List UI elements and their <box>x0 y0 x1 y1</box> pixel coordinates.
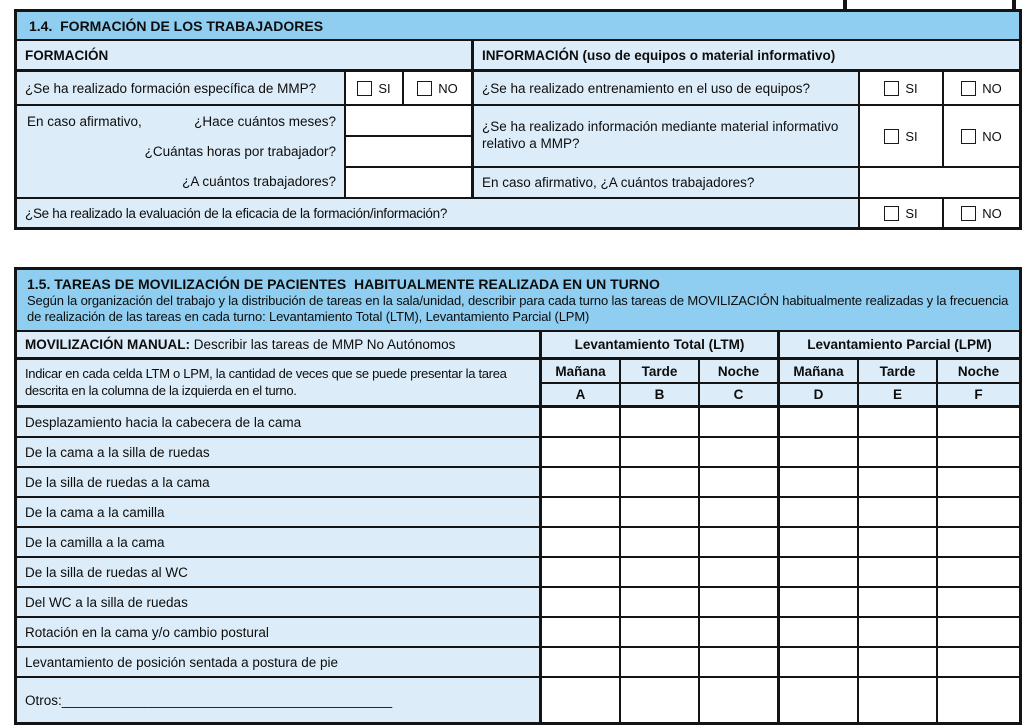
count-cell[interactable] <box>938 678 1019 722</box>
question-formacion-especifica: ¿Se ha realizado formación específica de MMP? <box>17 72 346 106</box>
count-cell[interactable] <box>938 528 1019 558</box>
question-evaluacion-eficacia: ¿Se ha realizado la evaluación de la eficacia de la formación/información? <box>17 199 860 227</box>
count-cell[interactable] <box>780 468 859 498</box>
count-cell[interactable] <box>542 678 621 722</box>
checkbox-icon[interactable] <box>884 129 899 144</box>
count-cell[interactable] <box>621 498 700 528</box>
question-material-informativo: ¿Se ha realizado información mediante material informativo relativo a MMP? <box>474 106 860 168</box>
informacion-column-header: INFORMACIÓN (uso de equipos o material informativo) <box>474 41 1019 72</box>
trabajadores-informacion-input[interactable] <box>860 168 1019 199</box>
section-1-5-header <box>17 270 1019 332</box>
count-cell[interactable] <box>700 528 780 558</box>
cell-instruction-text: Indicar en cada celda LTM o LPM, la cantidad de veces que se puede presentar la tarea descrita en la columna de la izquierda en el turno. <box>17 360 542 408</box>
count-cell[interactable] <box>780 528 859 558</box>
count-cell[interactable] <box>780 588 859 618</box>
task-label: De la camilla a la cama <box>17 528 542 558</box>
checkbox-icon[interactable] <box>417 81 432 96</box>
section-1-5-table <box>14 267 1022 725</box>
checkbox-icon[interactable] <box>884 206 899 221</box>
count-cell[interactable] <box>859 678 938 722</box>
count-cell[interactable] <box>700 648 780 678</box>
si-label: SI <box>378 80 391 96</box>
count-cell[interactable] <box>780 558 859 588</box>
checkbox-icon[interactable] <box>961 206 976 221</box>
count-cell[interactable] <box>859 618 938 648</box>
section-1-5-description: Según la organización del trabajo y la distribución de tareas en la sala/unidad, describir para cada turno las tareas de MOVILIZACIÓN habitualmente realizadas y la frecuencia de realización de las tareas en cada turno: Levantamiento Total (LTM), Levantamiento Parcial (LPM) <box>27 293 1009 324</box>
count-cell[interactable] <box>859 438 938 468</box>
shift-header-manana-lpm: Mañana <box>780 360 859 384</box>
question-afirmativo-cuantos: En caso afirmativo, ¿A cuántos trabajadores? <box>474 168 860 199</box>
task-label-otros: Otros:____________________________________________ <box>17 678 542 722</box>
count-cell[interactable] <box>700 438 780 468</box>
task-label: De la silla de ruedas al WC <box>17 558 542 588</box>
count-cell[interactable] <box>621 678 700 722</box>
formacion-si-checkbox-cell[interactable] <box>346 72 404 106</box>
cropped-table-remnant <box>1012 0 1016 9</box>
count-cell[interactable] <box>859 498 938 528</box>
task-label: Desplazamiento hacia la cabecera de la cama <box>17 408 542 438</box>
column-letter-b: B <box>621 384 700 408</box>
count-cell[interactable] <box>621 408 700 438</box>
count-cell[interactable] <box>938 558 1019 588</box>
material-si-checkbox-cell[interactable] <box>860 106 944 168</box>
count-cell[interactable] <box>938 408 1019 438</box>
movilizacion-manual-header <box>17 332 542 360</box>
count-cell[interactable] <box>859 528 938 558</box>
count-cell[interactable] <box>542 408 621 438</box>
count-cell[interactable] <box>621 438 700 468</box>
section-1-5-title: 1.5. TAREAS DE MOVILIZACIÓN DE PACIENTES HABITUALMENTE REALIZADA EN UN TURNO <box>27 276 660 293</box>
count-cell[interactable] <box>700 408 780 438</box>
lpm-group-header: Levantamiento Parcial (LPM) <box>780 332 1019 360</box>
count-cell[interactable] <box>542 648 621 678</box>
count-cell[interactable] <box>700 678 780 722</box>
question-a-cuantos-trabajadores: ¿A cuántos trabajadores? <box>182 174 336 190</box>
no-label: NO <box>982 205 1002 221</box>
column-letter-e: E <box>859 384 938 408</box>
checkbox-icon[interactable] <box>961 129 976 144</box>
count-cell[interactable] <box>780 438 859 468</box>
task-label: De la cama a la camilla <box>17 498 542 528</box>
count-cell[interactable] <box>780 408 859 438</box>
entrenamiento-no-checkbox-cell[interactable] <box>944 72 1019 106</box>
count-cell[interactable] <box>621 468 700 498</box>
checkbox-icon[interactable] <box>961 81 976 96</box>
question-cuantas-horas: ¿Cuántas horas por trabajador? <box>144 143 336 159</box>
shift-header-noche-lpm: Noche <box>938 360 1019 384</box>
shift-header-tarde-lpm: Tarde <box>859 360 938 384</box>
column-letter-d: D <box>780 384 859 408</box>
question-hace-cuantos-meses: ¿Hace cuántos meses? <box>194 113 336 129</box>
count-cell[interactable] <box>542 528 621 558</box>
count-cell[interactable] <box>938 618 1019 648</box>
count-cell[interactable] <box>938 438 1019 468</box>
count-cell[interactable] <box>938 468 1019 498</box>
count-cell[interactable] <box>859 588 938 618</box>
no-label: NO <box>982 80 1002 96</box>
movilizacion-manual-subtext: Describir las tareas de MMP No Autónomos <box>189 337 456 352</box>
count-cell[interactable] <box>780 618 859 648</box>
shift-header-manana-ltm: Mañana <box>542 360 621 384</box>
section-1-4-title: 1.4. FORMACIÓN DE LOS TRABAJADORES <box>17 12 1019 41</box>
column-letter-a: A <box>542 384 621 408</box>
task-label: De la cama a la silla de ruedas <box>17 438 542 468</box>
si-label: SI <box>905 128 918 144</box>
count-cell[interactable] <box>621 648 700 678</box>
checkbox-icon[interactable] <box>884 81 899 96</box>
count-cell[interactable] <box>700 498 780 528</box>
count-cell[interactable] <box>938 498 1019 528</box>
count-cell[interactable] <box>621 528 700 558</box>
count-cell[interactable] <box>938 588 1019 618</box>
cropped-table-remnant <box>843 0 847 9</box>
count-cell[interactable] <box>780 648 859 678</box>
shift-header-tarde-ltm: Tarde <box>621 360 700 384</box>
section-1-4-table <box>14 9 1022 230</box>
count-cell[interactable] <box>859 468 938 498</box>
task-label: Rotación en la cama y/o cambio postural <box>17 618 542 648</box>
shift-header-noche-ltm: Noche <box>700 360 780 384</box>
count-cell[interactable] <box>621 588 700 618</box>
movilizacion-manual-label: MOVILIZACIÓN MANUAL: <box>25 337 190 352</box>
meses-input[interactable] <box>346 106 474 137</box>
evaluacion-no-checkbox-cell[interactable] <box>944 199 1019 227</box>
count-cell[interactable] <box>780 498 859 528</box>
affirmative-questions-block <box>17 106 346 199</box>
count-cell[interactable] <box>938 648 1019 678</box>
formacion-column-header: FORMACIÓN <box>17 41 474 72</box>
count-cell[interactable] <box>542 438 621 468</box>
column-letter-f: F <box>938 384 1019 408</box>
si-label: SI <box>905 205 918 221</box>
count-cell[interactable] <box>700 468 780 498</box>
count-cell[interactable] <box>859 648 938 678</box>
task-label: Del WC a la silla de ruedas <box>17 588 542 618</box>
formacion-no-checkbox-cell[interactable] <box>404 72 474 106</box>
count-cell[interactable] <box>542 588 621 618</box>
task-label: De la silla de ruedas a la cama <box>17 468 542 498</box>
count-cell[interactable] <box>542 618 621 648</box>
count-cell[interactable] <box>859 408 938 438</box>
no-label: NO <box>438 80 458 96</box>
trabajadores-input[interactable] <box>346 168 474 199</box>
count-cell[interactable] <box>780 678 859 722</box>
count-cell[interactable] <box>700 558 780 588</box>
question-entrenamiento-equipos: ¿Se ha realizado entrenamiento en el uso de equipos? <box>474 72 860 106</box>
ltm-group-header: Levantamiento Total (LTM) <box>542 332 780 360</box>
checkbox-icon[interactable] <box>357 81 372 96</box>
en-caso-afirmativo-label: En caso afirmativo, <box>27 113 142 129</box>
si-label: SI <box>905 80 918 96</box>
count-cell[interactable] <box>700 588 780 618</box>
count-cell[interactable] <box>700 618 780 648</box>
no-label: NO <box>982 128 1002 144</box>
horas-por-trabajador-input[interactable] <box>346 137 474 168</box>
count-cell[interactable] <box>542 558 621 588</box>
task-label: Levantamiento de posición sentada a postura de pie <box>17 648 542 678</box>
material-no-checkbox-cell[interactable] <box>944 106 1019 168</box>
evaluacion-si-checkbox-cell[interactable] <box>860 199 944 227</box>
count-cell[interactable] <box>542 498 621 528</box>
column-letter-c: C <box>700 384 780 408</box>
count-cell[interactable] <box>621 618 700 648</box>
count-cell[interactable] <box>859 558 938 588</box>
count-cell[interactable] <box>542 468 621 498</box>
entrenamiento-si-checkbox-cell[interactable] <box>860 72 944 106</box>
count-cell[interactable] <box>621 558 700 588</box>
